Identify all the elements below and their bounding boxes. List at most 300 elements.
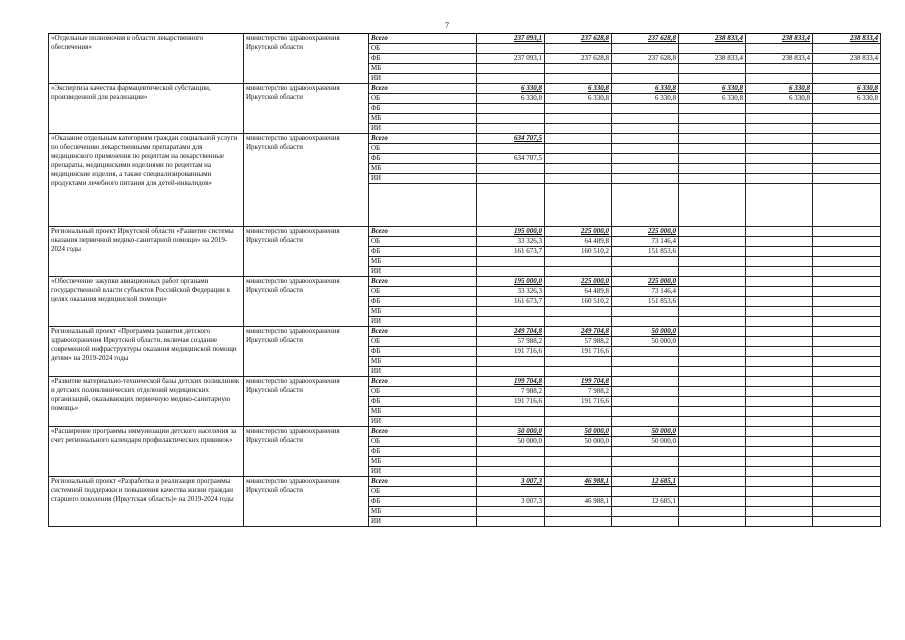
- amount-cell: [813, 427, 881, 437]
- amount-cell: [545, 114, 612, 124]
- amount-cell: 161 673,7: [477, 247, 545, 257]
- amount-cell: 50 000,0: [545, 427, 612, 437]
- empty-cell: [545, 184, 612, 227]
- amount-cell: 238 833,4: [679, 54, 746, 64]
- funding-source: ОБ: [369, 237, 477, 247]
- amount-cell: 237 628,8: [612, 34, 679, 44]
- funding-source: МБ: [369, 64, 477, 74]
- amount-cell: 151 853,6: [612, 247, 679, 257]
- amount-cell: [813, 347, 881, 357]
- amount-cell: [813, 104, 881, 114]
- table-row: [49, 327, 881, 337]
- amount-cell: 634 707,5: [477, 134, 545, 144]
- amount-cell: 6 330,8: [746, 84, 813, 94]
- amount-cell: 50 000,0: [612, 437, 679, 447]
- amount-cell: [746, 507, 813, 517]
- amount-cell: 50 000,0: [612, 427, 679, 437]
- amount-cell: [813, 437, 881, 447]
- activity-name: Региональный проект Иркутской области «Развитие системы оказания первичной медико-санитарной помощи» на 2019-2024 годы: [49, 227, 244, 277]
- amount-cell: 238 833,4: [813, 34, 881, 44]
- amount-cell: [545, 104, 612, 114]
- amount-cell: [679, 347, 746, 357]
- activity-name: «Развитие материально-технической базы детских поликлиник и детских поликлинических отделений медицинских организаций, оказывающих первичную медико-санитарную помощь»: [49, 377, 244, 427]
- amount-cell: [813, 467, 881, 477]
- amount-cell: [746, 357, 813, 367]
- funding-source: МБ: [369, 407, 477, 417]
- amount-cell: 73 146,4: [612, 287, 679, 297]
- amount-cell: [612, 417, 679, 427]
- funding-source: ИИ: [369, 517, 477, 527]
- amount-cell: [679, 154, 746, 164]
- funding-source: ФБ: [369, 104, 477, 114]
- empty-cell: [746, 184, 813, 227]
- amount-cell: [679, 307, 746, 317]
- empty-cell: [612, 184, 679, 227]
- amount-cell: 7 988,2: [545, 387, 612, 397]
- responsible-executor: министерство здравоохранения Иркутской области: [244, 134, 369, 227]
- funding-source: ИИ: [369, 174, 477, 184]
- amount-cell: [679, 447, 746, 457]
- amount-cell: [746, 64, 813, 74]
- empty-cell: [477, 184, 545, 227]
- funding-source: Всего: [369, 377, 477, 387]
- table-row: [49, 477, 881, 487]
- amount-cell: [612, 267, 679, 277]
- amount-cell: [746, 307, 813, 317]
- funding-source: Всего: [369, 277, 477, 287]
- amount-cell: [679, 144, 746, 154]
- amount-cell: 33 326,3: [477, 287, 545, 297]
- page-number: 7: [445, 21, 449, 30]
- funding-source: ФБ: [369, 397, 477, 407]
- amount-cell: [477, 487, 545, 497]
- amount-cell: [545, 134, 612, 144]
- table-row: [49, 134, 881, 144]
- amount-cell: [612, 457, 679, 467]
- funding-source: ФБ: [369, 54, 477, 64]
- amount-cell: [813, 307, 881, 317]
- budget-table: [48, 33, 881, 527]
- amount-cell: [612, 467, 679, 477]
- amount-cell: 199 704,8: [477, 377, 545, 387]
- amount-cell: [679, 247, 746, 257]
- amount-cell: [746, 467, 813, 477]
- amount-cell: [477, 467, 545, 477]
- funding-source: Всего: [369, 327, 477, 337]
- amount-cell: [612, 307, 679, 317]
- amount-cell: [746, 487, 813, 497]
- amount-cell: [746, 317, 813, 327]
- amount-cell: [813, 457, 881, 467]
- funding-source: ОБ: [369, 94, 477, 104]
- amount-cell: [746, 347, 813, 357]
- amount-cell: [477, 257, 545, 267]
- amount-cell: [679, 277, 746, 287]
- amount-cell: 238 833,4: [813, 54, 881, 64]
- funding-source: Всего: [369, 134, 477, 144]
- amount-cell: [813, 134, 881, 144]
- amount-cell: 12 685,1: [612, 477, 679, 487]
- amount-cell: [746, 387, 813, 397]
- responsible-executor: министерство здравоохранения Иркутской области: [244, 477, 369, 527]
- amount-cell: [746, 477, 813, 487]
- funding-source: ОБ: [369, 337, 477, 347]
- responsible-executor: министерство здравоохранения Иркутской области: [244, 227, 369, 277]
- amount-cell: [545, 174, 612, 184]
- amount-cell: [746, 367, 813, 377]
- amount-cell: [746, 237, 813, 247]
- amount-cell: [545, 267, 612, 277]
- amount-cell: [545, 317, 612, 327]
- amount-cell: [813, 114, 881, 124]
- amount-cell: [813, 277, 881, 287]
- amount-cell: [477, 64, 545, 74]
- amount-cell: [746, 437, 813, 447]
- amount-cell: [477, 307, 545, 317]
- amount-cell: [746, 397, 813, 407]
- amount-cell: [545, 517, 612, 527]
- amount-cell: [612, 507, 679, 517]
- amount-cell: [746, 227, 813, 237]
- activity-name: «Экспертиза качества фармацевтической субстанции, произведенной для реализации»: [49, 84, 244, 134]
- amount-cell: 6 330,8: [477, 94, 545, 104]
- amount-cell: [746, 174, 813, 184]
- amount-cell: [746, 164, 813, 174]
- amount-cell: [545, 357, 612, 367]
- amount-cell: [545, 64, 612, 74]
- amount-cell: [612, 144, 679, 154]
- amount-cell: [746, 134, 813, 144]
- amount-cell: 50 000,0: [545, 437, 612, 447]
- amount-cell: [545, 417, 612, 427]
- amount-cell: 6 330,8: [545, 94, 612, 104]
- funding-source: ФБ: [369, 247, 477, 257]
- amount-cell: [746, 377, 813, 387]
- responsible-executor: министерство здравоохранения Иркутской области: [244, 377, 369, 427]
- amount-cell: [612, 124, 679, 134]
- amount-cell: [813, 124, 881, 134]
- amount-cell: [813, 174, 881, 184]
- funding-source: МБ: [369, 507, 477, 517]
- activity-name: Региональный проект «Программа развития детского здравоохранения Иркутской области, включая создание современной инфраструктуры оказания медицинской помощи детям» на 2019-2024 годы: [49, 327, 244, 377]
- amount-cell: [813, 317, 881, 327]
- amount-cell: [813, 237, 881, 247]
- amount-cell: [813, 227, 881, 237]
- amount-cell: 191 716,6: [477, 397, 545, 407]
- amount-cell: [477, 507, 545, 517]
- amount-cell: [679, 287, 746, 297]
- amount-cell: [813, 387, 881, 397]
- amount-cell: [477, 517, 545, 527]
- amount-cell: [679, 64, 746, 74]
- amount-cell: 57 988,2: [545, 337, 612, 347]
- amount-cell: 6 330,8: [612, 94, 679, 104]
- amount-cell: [813, 397, 881, 407]
- amount-cell: [746, 297, 813, 307]
- amount-cell: [612, 104, 679, 114]
- amount-cell: [746, 407, 813, 417]
- responsible-executor: министерство здравоохранения Иркутской области: [244, 327, 369, 377]
- amount-cell: 634 707,5: [477, 154, 545, 164]
- amount-cell: [679, 297, 746, 307]
- amount-cell: 191 716,6: [477, 347, 545, 357]
- amount-cell: [746, 327, 813, 337]
- amount-cell: [679, 134, 746, 144]
- amount-cell: 6 330,8: [545, 84, 612, 94]
- amount-cell: [545, 467, 612, 477]
- amount-cell: [477, 44, 545, 54]
- amount-cell: [746, 104, 813, 114]
- amount-cell: 46 988,1: [545, 477, 612, 487]
- amount-cell: 6 330,8: [746, 94, 813, 104]
- amount-cell: 237 093,1: [477, 34, 545, 44]
- amount-cell: [477, 124, 545, 134]
- amount-cell: [679, 457, 746, 467]
- amount-cell: 249 704,8: [545, 327, 612, 337]
- amount-cell: [813, 44, 881, 54]
- amount-cell: [612, 407, 679, 417]
- responsible-executor: министерство здравоохранения Иркутской области: [244, 427, 369, 477]
- activity-name: «Обеспечение закупки авиационных работ органами государственной власти субъектов Российской Федерации в целях оказания медицинской помощи»: [49, 277, 244, 327]
- amount-cell: [477, 367, 545, 377]
- amount-cell: [813, 144, 881, 154]
- table-row: [49, 227, 881, 237]
- amount-cell: [612, 174, 679, 184]
- amount-cell: [813, 357, 881, 367]
- funding-source: ИИ: [369, 317, 477, 327]
- amount-cell: [813, 517, 881, 527]
- amount-cell: [612, 74, 679, 84]
- amount-cell: 12 685,1: [612, 497, 679, 507]
- funding-source: ОБ: [369, 144, 477, 154]
- amount-cell: [545, 154, 612, 164]
- amount-cell: [813, 327, 881, 337]
- amount-cell: [813, 497, 881, 507]
- amount-cell: [813, 297, 881, 307]
- amount-cell: [679, 417, 746, 427]
- amount-cell: 6 330,8: [612, 84, 679, 94]
- amount-cell: [477, 114, 545, 124]
- amount-cell: [679, 507, 746, 517]
- amount-cell: [813, 257, 881, 267]
- funding-source: ФБ: [369, 447, 477, 457]
- amount-cell: [813, 447, 881, 457]
- amount-cell: [545, 307, 612, 317]
- amount-cell: 225 000,0: [545, 227, 612, 237]
- amount-cell: [679, 227, 746, 237]
- amount-cell: [813, 377, 881, 387]
- amount-cell: [612, 134, 679, 144]
- amount-cell: [612, 44, 679, 54]
- funding-source: ИИ: [369, 467, 477, 477]
- activity-name: «Оказание отдельным категориям граждан социальной услуги по обеспечению лекарственными препаратами для медицинского применения по рецептам на лекарственные препараты, медицинскими изделиями по рецептам на медицинские изделия, а также специализированными продуктами лечебного питания для детей-инвалидов»: [49, 134, 244, 227]
- funding-source: Всего: [369, 84, 477, 94]
- amount-cell: 191 716,6: [545, 347, 612, 357]
- amount-cell: 50 000,0: [612, 327, 679, 337]
- amount-cell: [679, 104, 746, 114]
- amount-cell: [813, 507, 881, 517]
- amount-cell: 64 489,8: [545, 237, 612, 247]
- amount-cell: [746, 517, 813, 527]
- activity-name: «Расширение программы иммунизации детского населения за счет регионального календаря профилактических прививок»: [49, 427, 244, 477]
- amount-cell: [813, 74, 881, 84]
- amount-cell: [746, 154, 813, 164]
- amount-cell: [679, 44, 746, 54]
- amount-cell: 237 093,1: [477, 54, 545, 64]
- empty-cell: [369, 184, 477, 227]
- responsible-executor: министерство здравоохранения Иркутской области: [244, 34, 369, 84]
- funding-source: МБ: [369, 307, 477, 317]
- funding-source: ОБ: [369, 487, 477, 497]
- amount-cell: [679, 487, 746, 497]
- funding-source: МБ: [369, 257, 477, 267]
- funding-source: ФБ: [369, 347, 477, 357]
- amount-cell: [746, 267, 813, 277]
- amount-cell: 46 988,1: [545, 497, 612, 507]
- funding-source: МБ: [369, 164, 477, 174]
- amount-cell: 225 000,0: [545, 277, 612, 287]
- table-row: [49, 427, 881, 437]
- amount-cell: [612, 317, 679, 327]
- activity-name: «Отдельные полномочия в области лекарственного обеспечения»: [49, 34, 244, 84]
- amount-cell: 6 330,8: [813, 94, 881, 104]
- amount-cell: [612, 164, 679, 174]
- amount-cell: [679, 174, 746, 184]
- amount-cell: [813, 154, 881, 164]
- amount-cell: 199 704,8: [545, 377, 612, 387]
- amount-cell: [679, 437, 746, 447]
- amount-cell: 151 853,6: [612, 297, 679, 307]
- amount-cell: [477, 104, 545, 114]
- funding-source: МБ: [369, 357, 477, 367]
- amount-cell: [545, 457, 612, 467]
- amount-cell: 160 510,2: [545, 247, 612, 257]
- amount-cell: [679, 497, 746, 507]
- amount-cell: [477, 144, 545, 154]
- amount-cell: [746, 427, 813, 437]
- amount-cell: [813, 407, 881, 417]
- table-row: [49, 377, 881, 387]
- amount-cell: [679, 427, 746, 437]
- amount-cell: 195 000,0: [477, 277, 545, 287]
- amount-cell: [612, 517, 679, 527]
- funding-source: ИИ: [369, 74, 477, 84]
- amount-cell: [477, 417, 545, 427]
- amount-cell: [545, 164, 612, 174]
- amount-cell: [679, 74, 746, 84]
- amount-cell: [612, 64, 679, 74]
- amount-cell: [813, 287, 881, 297]
- amount-cell: 225 000,0: [612, 227, 679, 237]
- amount-cell: [813, 64, 881, 74]
- amount-cell: [746, 144, 813, 154]
- amount-cell: [679, 327, 746, 337]
- amount-cell: [545, 367, 612, 377]
- amount-cell: [612, 114, 679, 124]
- amount-cell: [679, 257, 746, 267]
- amount-cell: [545, 124, 612, 134]
- amount-cell: 64 489,8: [545, 287, 612, 297]
- amount-cell: [746, 457, 813, 467]
- amount-cell: [679, 164, 746, 174]
- amount-cell: [746, 124, 813, 134]
- amount-cell: 238 833,4: [746, 34, 813, 44]
- funding-source: ИИ: [369, 124, 477, 134]
- amount-cell: [746, 417, 813, 427]
- amount-cell: [679, 337, 746, 347]
- amount-cell: [746, 257, 813, 267]
- amount-cell: 191 716,6: [545, 397, 612, 407]
- amount-cell: [746, 447, 813, 457]
- amount-cell: 238 833,4: [746, 54, 813, 64]
- amount-cell: 237 628,8: [545, 34, 612, 44]
- amount-cell: 238 833,4: [679, 34, 746, 44]
- funding-source: ФБ: [369, 297, 477, 307]
- amount-cell: 50 000,0: [612, 337, 679, 347]
- amount-cell: [477, 74, 545, 84]
- amount-cell: [813, 247, 881, 257]
- amount-cell: 6 330,8: [679, 84, 746, 94]
- amount-cell: [813, 164, 881, 174]
- amount-cell: [679, 357, 746, 367]
- amount-cell: [679, 317, 746, 327]
- amount-cell: [813, 267, 881, 277]
- funding-source: ФБ: [369, 154, 477, 164]
- amount-cell: [679, 397, 746, 407]
- amount-cell: [612, 367, 679, 377]
- amount-cell: [679, 267, 746, 277]
- amount-cell: [813, 477, 881, 487]
- amount-cell: [477, 174, 545, 184]
- amount-cell: [813, 337, 881, 347]
- funding-source: ОБ: [369, 287, 477, 297]
- amount-cell: [746, 247, 813, 257]
- funding-source: ИИ: [369, 417, 477, 427]
- amount-cell: [746, 44, 813, 54]
- funding-source: Всего: [369, 427, 477, 437]
- amount-cell: 160 510,2: [545, 297, 612, 307]
- empty-cell: [679, 184, 746, 227]
- amount-cell: 33 326,3: [477, 237, 545, 247]
- amount-cell: [746, 114, 813, 124]
- responsible-executor: министерство здравоохранения Иркутской области: [244, 277, 369, 327]
- amount-cell: [813, 487, 881, 497]
- amount-cell: [679, 467, 746, 477]
- table-row: [49, 34, 881, 44]
- amount-cell: 6 330,8: [679, 94, 746, 104]
- amount-cell: [746, 337, 813, 347]
- amount-cell: [746, 74, 813, 84]
- amount-cell: 6 330,8: [813, 84, 881, 94]
- amount-cell: [679, 477, 746, 487]
- amount-cell: [746, 287, 813, 297]
- amount-cell: [612, 377, 679, 387]
- responsible-executor: министерство здравоохранения Иркутской области: [244, 84, 369, 134]
- amount-cell: 7 988,2: [477, 387, 545, 397]
- amount-cell: [545, 74, 612, 84]
- amount-cell: [612, 257, 679, 267]
- amount-cell: [679, 407, 746, 417]
- amount-cell: [612, 387, 679, 397]
- amount-cell: [679, 367, 746, 377]
- amount-cell: [813, 367, 881, 377]
- amount-cell: 3 007,3: [477, 477, 545, 487]
- activity-name: Региональный проект «Разработка и реализация программы системной поддержки и повышения качества жизни граждан старшего поколения (Иркутская область)» на 2019-2024 годы: [49, 477, 244, 527]
- amount-cell: 195 000,0: [477, 227, 545, 237]
- amount-cell: 237 628,8: [545, 54, 612, 64]
- amount-cell: 50 000,0: [477, 437, 545, 447]
- empty-cell: [813, 184, 881, 227]
